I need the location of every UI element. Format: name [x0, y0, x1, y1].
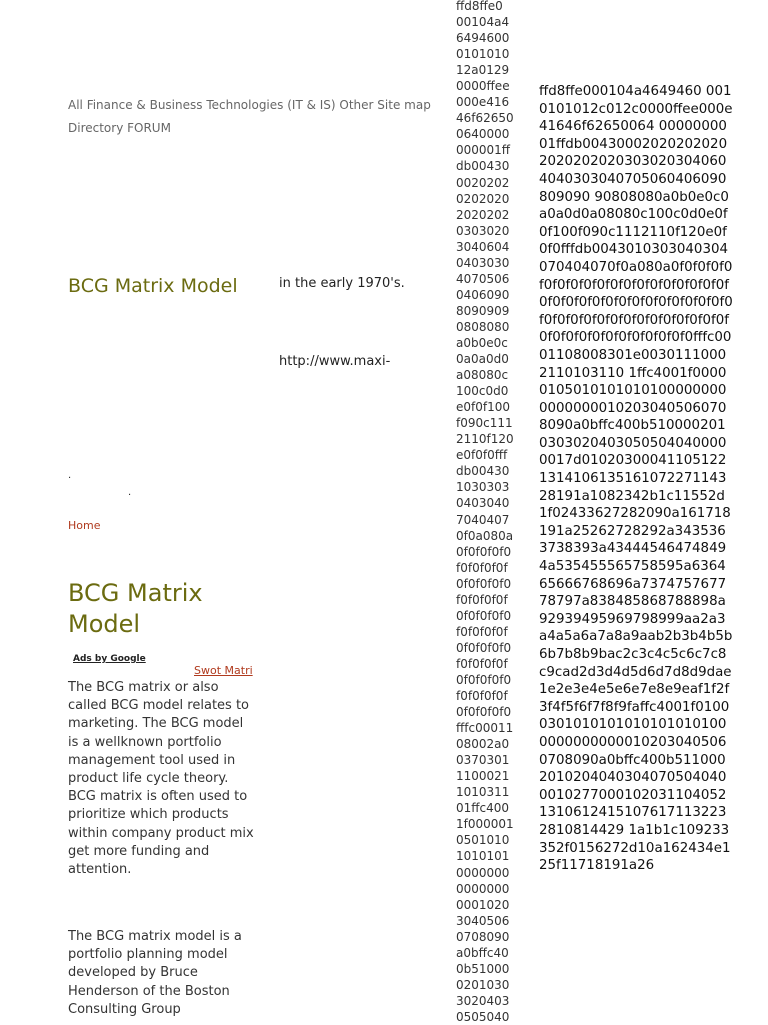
site-nav[interactable]: All Finance & Business Technologies (IT & IS) Other Site map Directory FORUM: [68, 98, 431, 135]
dot-mark: .: [68, 470, 72, 481]
article-paragraph: The BCG matrix model is a portfolio planning model developed by Bruce Henderson of the Boston Consulting Group: [68, 929, 242, 1017]
snippet-url: http://www.maxi-: [279, 354, 391, 369]
swot-matrix-ad-link[interactable]: Swot Matri: [194, 664, 253, 677]
snippet-early: in the early 1970's.: [279, 276, 405, 291]
ads-by-google-link[interactable]: Ads by Google: [73, 654, 146, 664]
dot-mark: .: [128, 487, 132, 498]
page-title: BCG Matrix Model: [68, 579, 203, 638]
home-link[interactable]: Home: [68, 519, 101, 532]
hex-data-block: ffd8ffe000104a4649460 0010101012c012c0000ffee000e41646f62650064 0000000001ffdb0043000202020202020202020203030203040604040303040705060406090809090 90808080a0b0e0c0a0a0d0a08080c100c0d0e0f0f100f090c1112110f120e0f0f0fffdb0043010303040304070404070f0a080a0f0f0f0f0f0f0f0f0f0f0f0f0f0f0f0f0f0f0f0f0f0f0f0f0f0f0f0f0f0f0f0f0f0f0f0f0f0f0f0f0f0f0f0f0f0f0f0f0f0f0f0f0f0f0f0f0f0f0f0fffc0001108008301e00301110002110103110 1ffc4001f0000010501010101010000000000000000102030405060708090a0bffc400b51000020103030204030505040400000017d01020300041105122131410613516107227114328191a1082342b1c11552d1f02433627282090a161718191a25262728292a3435363738393a434445464748494a535455565758595a636465666768696a737475767778797a838485868788898a92939495969798999aa2a3a4a5a6a7a8a9aab2b3b4b5b6b7b8b9bac2c3c4c5c6c7c8c9cad2d3d4d5d6d7d8d9dae1e2e3e4e5e6e7e8e9eaf1f2f3f4f5f6f7f8f9faffc4001f0100030101010101010101010000000000000102030405060708090a0bffc400b5110002010204040304070504040001027700010203110405213106124151076171132232810814429 1a1b1c109233352f0156272d10a162434e125f11718191a26: [539, 84, 733, 874]
hex-data-column: ffd8ffe0 00104a4 6494600 0101010 12a0129 0000ffee 000e416 46f62650 0640000 000001ff db00430 0020202 0202020 2020202 0303020 3040604 0403030 4070506 0406090 8090909 0808080 a0b0e0c 0a0a0d0 a08080c 100c0d0 e0f0f100 f090c111 2110f120 e0f0f0fff db00430 1030303 0403040 7040407 0f0a080a 0f0f0f0f0 f0f0f0f0f 0f0f0f0f0 f0f0f0f0f 0f0f0f0f0 f0f0f0f0f 0f0f0f0f0 f0f0f0f0f 0f0f0f0f0 f0f0f0f0f 0f0f0f0f0 fffc00011 08002a0 0370301 1100021 1010311 01ffc400 1f000001 0501010 1010101 0000000 0000000 0001020 3040506 0708090 a0bffc40 0b51000 0201030 3020403 0505040: [456, 0, 514, 1024]
article-paragraph: The BCG matrix or also called BCG model relates to marketing. The BCG model is a wellknown portfolio management tool used in product life cycle theory. BCG matrix is often used to prioritize which products within company product mix get more funding and attention.: [68, 680, 254, 878]
header-title: BCG Matrix Model: [68, 275, 238, 297]
